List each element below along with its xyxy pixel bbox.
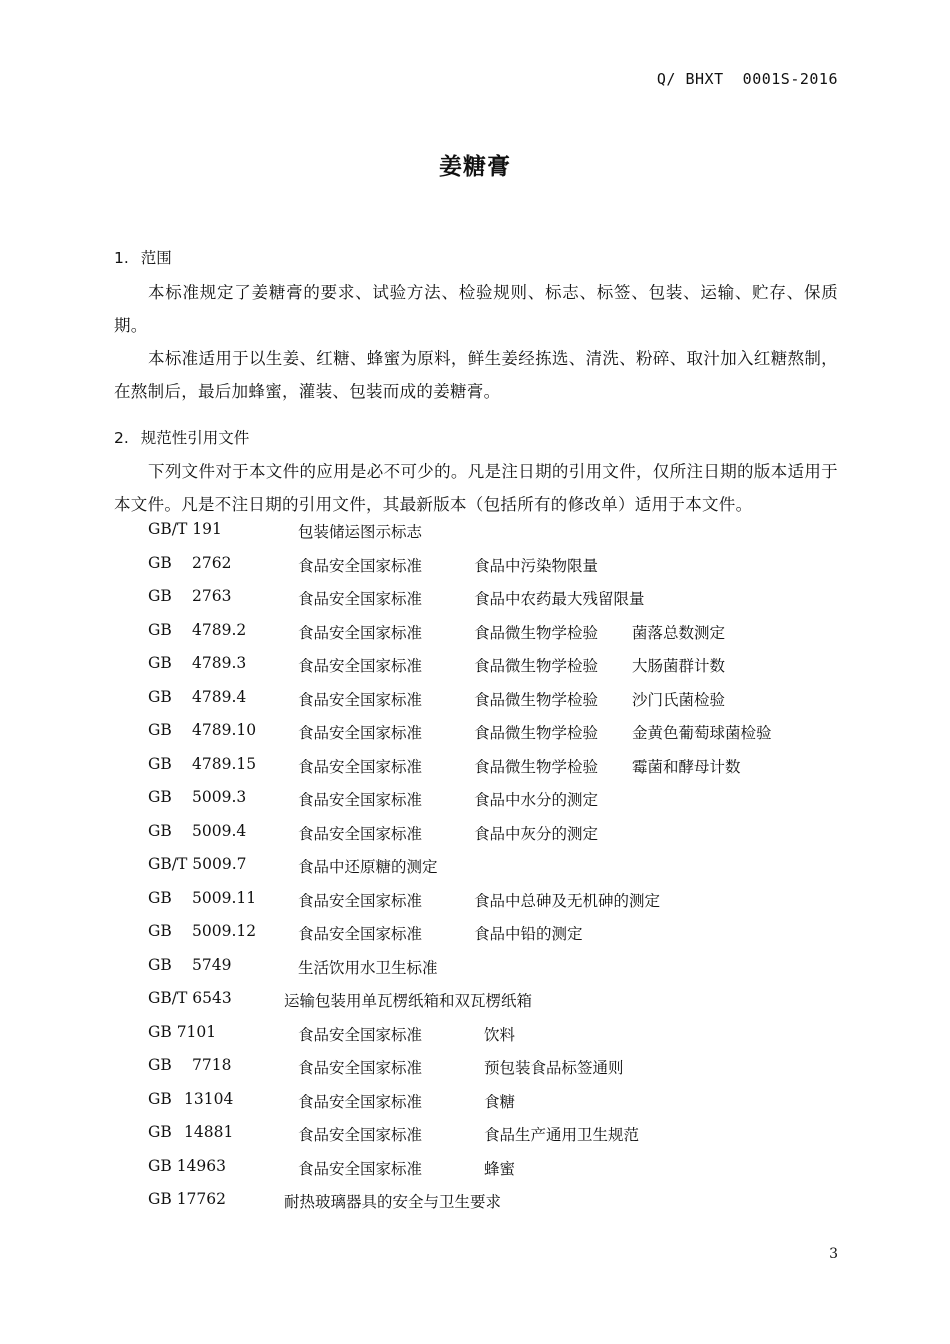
reference-num: 5009.4 [192, 821, 247, 840]
reference-pre: GB [148, 1056, 172, 1074]
reference-t3: 大肠菌群计数 [632, 657, 726, 675]
reference-t2: 食品中污染物限量 [474, 556, 599, 575]
reference-pre: GB 7101 [148, 1022, 217, 1041]
reference-num: 7718 [192, 1056, 232, 1074]
reference-t1: 食品安全国家标准 [298, 824, 423, 843]
reference-t1: 食品安全国家标准 [298, 757, 423, 776]
reference-t2: 食品微生物学检验 [474, 657, 599, 675]
reference-num: 14881 [184, 1123, 234, 1141]
reference-t2: 食品中总砷及无机砷的测定 [474, 891, 661, 910]
reference-t2: 食品中水分的测定 [474, 791, 599, 809]
reference-t1: 耐热玻璃器具的安全与卫生要求 [284, 1193, 502, 1211]
reference-pre: GB [148, 587, 172, 605]
reference-t1: 食品安全国家标准 [298, 657, 423, 675]
reference-pre: GB 17762 [148, 1190, 227, 1208]
reference-pre: GB/T 6543 [148, 989, 232, 1007]
reference-num: 13104 [184, 1089, 234, 1108]
reference-num: 5009.3 [192, 788, 247, 806]
reference-t1: 食品安全国家标准 [298, 623, 423, 642]
reference-num: 4789.10 [192, 721, 257, 739]
reference-t1: 生活饮用水卫生标准 [298, 958, 438, 977]
reference-pre: GB [148, 687, 172, 706]
reference-pre: GB 14963 [148, 1156, 227, 1175]
reference-t2: 饮料 [484, 1025, 516, 1044]
reference-t2: 食品中农药最大残留限量 [474, 590, 645, 608]
reference-t1: 食品安全国家标准 [298, 1092, 423, 1111]
reference-pre: GB/T 5009.7 [148, 855, 247, 873]
reference-pre: GB [148, 955, 172, 974]
reference-num: 2762 [192, 553, 232, 572]
reference-num: 5009.12 [192, 922, 257, 940]
page-number: 3 [829, 1246, 838, 1262]
reference-t1: 食品安全国家标准 [298, 925, 423, 943]
reference-t1: 食品安全国家标准 [298, 590, 423, 608]
reference-t2: 食糖 [484, 1092, 516, 1111]
section-2-heading [114, 426, 249, 448]
reference-t2: 食品微生物学检验 [474, 623, 599, 642]
reference-pre: GB [148, 922, 172, 940]
reference-t3: 霉菌和酵母计数 [632, 757, 741, 776]
reference-pre: GB [148, 721, 172, 739]
reference-t2: 食品微生物学检验 [474, 690, 599, 709]
reference-t2: 食品微生物学检验 [474, 757, 599, 776]
section-2-number: 2. [114, 429, 129, 447]
reference-t1: 食品安全国家标准 [298, 891, 423, 910]
reference-t2: 蜂蜜 [484, 1159, 516, 1178]
reference-t1: 包装储运图示标志 [298, 523, 423, 541]
reference-num: 2763 [192, 587, 232, 605]
reference-num: 4789.4 [192, 687, 247, 706]
reference-t2: 食品中铅的测定 [474, 925, 583, 943]
reference-t1: 食品中还原糖的测定 [298, 858, 438, 876]
section-2-paragraph: 下列文件对于本文件的应用是必不可少的。凡是注日期的引用文件，仅所注日期的版本适用于本文件。凡是不注日期的引用文件，其最新版本（包括所有的修改单）适用于本文件。 [114, 462, 838, 514]
reference-pre: GB [148, 654, 172, 672]
section-1-number: 1. [114, 249, 129, 267]
reference-t3: 金黄色葡萄球菌检验 [632, 724, 772, 742]
reference-num: 4789.2 [192, 620, 247, 639]
reference-pre: GB [148, 620, 172, 639]
reference-t2: 预包装食品标签通则 [484, 1059, 624, 1077]
reference-pre: GB/T 191 [148, 520, 222, 538]
section-2-title: 规范性引用文件 [140, 429, 250, 447]
reference-t1: 食品安全国家标准 [298, 690, 423, 709]
reference-t1: 食品安全国家标准 [298, 1126, 423, 1144]
reference-t1: 食品安全国家标准 [298, 791, 423, 809]
reference-t2: 食品生产通用卫生规范 [484, 1126, 640, 1144]
reference-num: 5749 [192, 955, 232, 974]
reference-num: 5009.11 [192, 888, 257, 907]
reference-pre: GB [148, 821, 172, 840]
document-code: Q/ BHXT 0001S-2016 [656, 70, 838, 88]
reference-pre: GB [148, 888, 172, 907]
reference-t1: 运输包装用单瓦楞纸箱和双瓦楞纸箱 [284, 992, 533, 1010]
reference-pre: GB [148, 553, 172, 572]
reference-t1: 食品安全国家标准 [298, 724, 423, 742]
section-1-paragraph-2: 本标准适用于以生姜、红糖、蜂蜜为原料，鲜生姜经拣选、清洗、粉碎、取汁加入红糖熬制，在熬制后，最后加蜂蜜，灌装、包装而成的姜糖膏。 [114, 349, 838, 401]
page-title: 姜糖膏 [439, 154, 511, 180]
reference-t1: 食品安全国家标准 [298, 556, 423, 575]
section-1-title: 范围 [140, 249, 172, 267]
reference-t1: 食品安全国家标准 [298, 1025, 423, 1044]
reference-num: 4789.3 [192, 654, 247, 672]
reference-pre: GB [148, 754, 172, 773]
reference-pre: GB [148, 788, 172, 806]
reference-t2: 食品中灰分的测定 [474, 824, 599, 843]
reference-t3: 菌落总数测定 [632, 623, 726, 642]
section-1-heading [114, 246, 172, 268]
reference-pre: GB [148, 1089, 172, 1108]
reference-num: 4789.15 [192, 754, 257, 773]
reference-t1: 食品安全国家标准 [298, 1159, 423, 1178]
section-1-paragraph-1: 本标准规定了姜糖膏的要求、试验方法、检验规则、标志、标签、包装、运输、贮存、保质期。 [114, 283, 838, 335]
reference-pre: GB [148, 1123, 172, 1141]
reference-t2: 食品微生物学检验 [474, 724, 599, 742]
reference-t3: 沙门氏菌检验 [632, 690, 726, 709]
reference-t1: 食品安全国家标准 [298, 1059, 423, 1077]
